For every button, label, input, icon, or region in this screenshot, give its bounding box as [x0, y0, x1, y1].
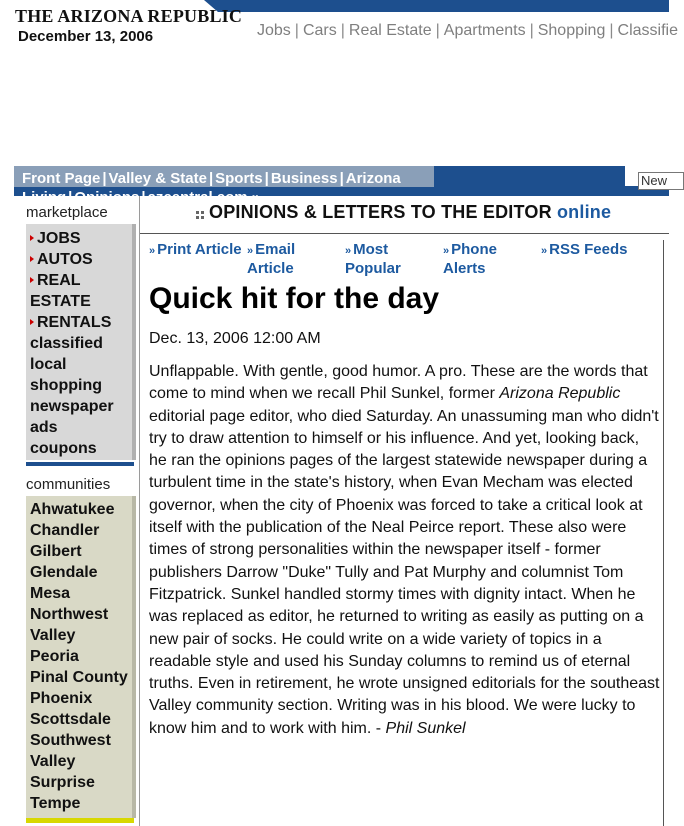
separator: |	[435, 22, 440, 39]
communities-panel-border	[26, 818, 134, 823]
separator: |	[141, 189, 146, 206]
tool-email-article[interactable]	[247, 241, 317, 278]
top-link-classifieds[interactable]: Classifie	[617, 22, 678, 39]
community-chandler[interactable]: Chandler	[30, 522, 100, 539]
community-northwest-valley[interactable]: Northwest Valley	[30, 606, 109, 644]
community-surprise[interactable]: Surprise	[30, 774, 95, 791]
nav-more-icon[interactable]: »	[251, 189, 261, 206]
top-link-apartments[interactable]: Apartments	[443, 22, 526, 39]
marketplace-item-local-shopping[interactable]: local shopping	[30, 356, 102, 394]
communities-list	[30, 499, 134, 814]
article-date: Dec. 13, 2006 12:00 AM	[149, 330, 321, 347]
nav-search-input[interactable]: New	[638, 172, 684, 190]
section-title	[209, 202, 611, 223]
sidebar-divider	[139, 196, 140, 826]
section-title-text: OPINIONS & LETTERS TO THE EDITOR	[209, 202, 552, 222]
article-body-publication: Arizona Republic	[499, 385, 621, 403]
double-arrow-icon: »	[345, 245, 352, 257]
double-arrow-icon: »	[443, 245, 450, 257]
nav-valley-state[interactable]: Valley & State	[108, 170, 207, 187]
separator: |	[529, 22, 534, 39]
nav-business[interactable]: Business	[270, 170, 338, 187]
marketplace-item-label: JOBS	[37, 230, 81, 247]
top-link-jobs[interactable]: Jobs	[257, 22, 291, 39]
tool-rss-feeds[interactable]	[541, 241, 628, 260]
tool-label: RSS Feeds	[549, 241, 628, 258]
tool-label: Most Popular	[345, 241, 401, 277]
top-link-real-estate[interactable]: Real Estate	[348, 22, 432, 39]
marketplace-item-real-estate[interactable]	[30, 270, 134, 312]
communities-heading: communities	[26, 476, 111, 493]
arrow-right-icon	[30, 319, 34, 325]
marketplace-item-rentals[interactable]	[30, 312, 134, 333]
marketplace-item-autos[interactable]	[30, 249, 134, 270]
top-link-shopping[interactable]: Shopping	[537, 22, 606, 39]
header-accent-band	[218, 0, 669, 12]
arrow-right-icon	[30, 235, 34, 241]
separator: |	[339, 170, 344, 187]
separator: |	[208, 170, 214, 187]
marketplace-list	[30, 228, 134, 459]
nav-front-page[interactable]: Front Page	[22, 170, 101, 187]
section-bullet-icon	[196, 211, 204, 219]
separator: |	[264, 170, 269, 187]
header-date: December 13, 2006	[18, 28, 154, 45]
tool-print-article[interactable]	[149, 241, 242, 260]
marketplace-panel-border	[26, 462, 134, 466]
marketplace-heading: marketplace	[26, 204, 108, 221]
nav-opinions[interactable]: Opinions	[74, 189, 140, 206]
community-peoria[interactable]: Peoria	[30, 648, 79, 665]
article-title: Quick hit for the day	[149, 282, 440, 315]
marketplace-item-label: AUTOS	[37, 251, 93, 268]
marketplace-item-coupons[interactable]: coupons	[30, 440, 97, 457]
tool-phone-alerts[interactable]	[443, 241, 513, 278]
arrow-right-icon	[30, 277, 34, 283]
nav-azcentral[interactable]: azcentral.com	[147, 189, 248, 206]
separator: |	[102, 170, 107, 187]
double-arrow-icon: »	[541, 245, 548, 257]
community-tempe[interactable]: Tempe	[30, 795, 81, 812]
article-body	[149, 361, 661, 740]
community-gilbert[interactable]: Gilbert	[30, 543, 82, 560]
article-signature: Phil Sunkel	[385, 719, 466, 737]
article-body-part-2: editorial page editor, who died Saturday. An unassuming man who didn't try to draw attention to himself or his influence. And yet, looking back, he ran the opinions pages of the largest statewide newspaper during a turbulent time in the state's history, when Evan Mecham was elected governor, when the city of Phoenix was forced to take a critical look at itself with the publication of the Neal Peirce report. These also were times of strong personalities within the newspaper itself - former publishers Darrow "Duke" Tully and Pat Murphy and columnist Tom Fitzpatrick. Sunkel handled stormy times with dignity intact. When he was replaced as editor, he returned to writing as easily as putting on a new pair of socks. He could write on a wide variety of topics in a readable style and used his Sunday columns to remind us of eternal truths. Even in retirement, he wrote unsigned editorials for the southeast Valley community section. Writing was in his blood. We were lucky to know him and to work with him. -	[149, 407, 660, 737]
tool-label: Phone Alerts	[443, 241, 497, 277]
community-pinal-county[interactable]: Pinal County	[30, 669, 128, 686]
content-right-rule	[663, 240, 664, 826]
community-mesa[interactable]: Mesa	[30, 585, 71, 602]
community-scottsdale[interactable]: Scottsdale	[30, 711, 111, 728]
tool-label: Email Article	[247, 241, 296, 277]
separator: |	[294, 22, 299, 39]
marketplace-item-classified[interactable]: classified	[30, 335, 103, 352]
nav-sports[interactable]: Sports	[215, 170, 263, 187]
community-glendale[interactable]: Glendale	[30, 564, 98, 581]
top-links	[257, 22, 678, 40]
double-arrow-icon: »	[149, 245, 156, 257]
article-body-part-1: Unflappable. With gentle, good humor. A pro. These are the words that come to mind when we recall Phil Sunkel, former	[149, 363, 648, 403]
marketplace-item-jobs[interactable]	[30, 228, 134, 249]
marketplace-item-label: REAL ESTATE	[30, 272, 91, 310]
nav-arizona-living[interactable]: Arizona Living	[22, 170, 401, 206]
newspaper-logo[interactable]	[15, 6, 242, 27]
marketplace-item-label: RENTALS	[37, 314, 112, 331]
community-phoenix[interactable]: Phoenix	[30, 690, 93, 707]
logo-text: THE ARIZONA REPUBLIC	[15, 6, 243, 26]
double-arrow-icon: »	[247, 245, 254, 257]
community-southwest-valley[interactable]: Southwest Valley	[30, 732, 111, 770]
section-title-online: online	[556, 202, 612, 222]
tool-label: Print Article	[157, 241, 242, 258]
separator: |	[609, 22, 614, 39]
separator: |	[68, 189, 73, 206]
section-rule	[140, 233, 669, 234]
marketplace-item-newspaper-ads[interactable]: newspaper ads	[30, 398, 114, 436]
community-ahwatukee[interactable]: Ahwatukee	[30, 501, 115, 518]
tool-most-popular[interactable]	[345, 241, 415, 278]
arrow-right-icon	[30, 256, 34, 262]
separator: |	[340, 22, 345, 39]
top-link-cars[interactable]: Cars	[302, 22, 337, 39]
